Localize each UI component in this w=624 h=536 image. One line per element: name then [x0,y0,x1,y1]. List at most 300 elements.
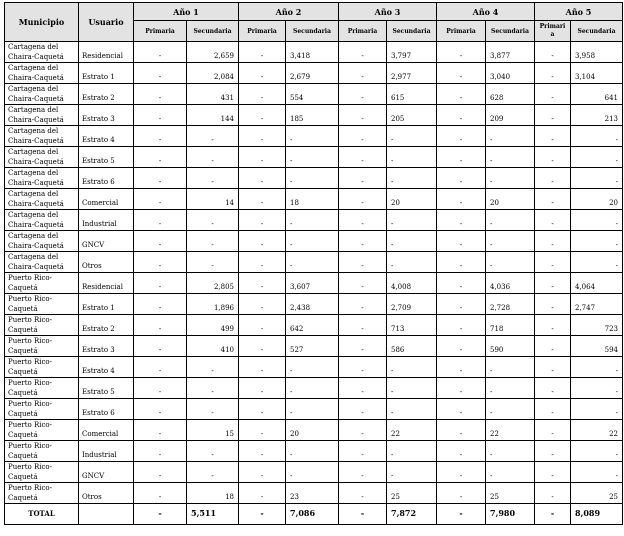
cell-value: 2,977 [387,63,437,84]
cell-value: - [134,252,187,273]
cell-municipio: Cartagena del Chaira-Caquetá [5,42,79,63]
cell-value: 3,607 [286,273,339,294]
cell-value: - [339,357,387,378]
cell-value: - [387,210,437,231]
cell-value: 25 [387,483,437,504]
cell-value: - [239,147,286,168]
cell-value: - [486,126,535,147]
cell-value: - [571,210,623,231]
table-body [5,42,623,525]
cell-value: 713 [387,315,437,336]
cell-value: - [339,210,387,231]
cell-usuario: Estrato 3 [79,336,134,357]
cell-value: - [535,168,571,189]
cell-value: - [535,336,571,357]
cell-value: - [486,399,535,420]
cell-value: - [437,357,486,378]
cell-value: - [571,399,623,420]
cell-value: - [286,168,339,189]
cell-value: - [339,84,387,105]
cell-value: 615 [387,84,437,105]
cell-value: 4,008 [387,273,437,294]
cell-value: - [187,231,239,252]
cell-municipio: Puerto Rico- Caquetá [5,399,79,420]
total-row [5,504,623,525]
cell-value: - [339,462,387,483]
cell-value: 14 [187,189,239,210]
cell-value: - [239,336,286,357]
cell-value: - [134,378,187,399]
cell-value: - [239,105,286,126]
table-row [5,294,623,315]
cell-value: - [387,126,437,147]
cell-value: - [387,147,437,168]
cell-value: 499 [187,315,239,336]
cell-value: - [437,399,486,420]
cell-value: - [437,462,486,483]
cell-value: - [239,294,286,315]
cell-value: - [187,168,239,189]
table-row [5,420,623,441]
cell-value: - [437,63,486,84]
total-value: 7,980 [486,504,535,525]
cell-municipio: Puerto Rico- Caquetá [5,378,79,399]
cell-municipio: Puerto Rico- Caquetá [5,357,79,378]
cell-value: - [339,294,387,315]
cell-value: 723 [571,315,623,336]
header-secundaria: Secundaria [387,21,437,42]
cell-usuario: Industrial [79,441,134,462]
cell-value: - [339,63,387,84]
table-row [5,378,623,399]
cell-value: - [437,105,486,126]
header-year-4: Año 4 [437,3,535,21]
cell-value: 144 [187,105,239,126]
cell-value: - [486,210,535,231]
cell-value: - [187,210,239,231]
cell-value: - [535,210,571,231]
cell-usuario: Comercial [79,189,134,210]
cell-municipio: Puerto Rico- Caquetá [5,441,79,462]
cell-value: 3,877 [486,42,535,63]
cell-value: - [387,231,437,252]
cell-value: - [437,378,486,399]
cell-value: - [437,168,486,189]
cell-value: - [239,210,286,231]
cell-value: 3,040 [486,63,535,84]
cell-value: - [134,420,187,441]
cell-value: 20 [486,189,535,210]
cell-value: - [187,357,239,378]
cell-value: - [239,420,286,441]
cell-value: - [486,357,535,378]
cell-value: - [571,441,623,462]
cell-value: - [535,441,571,462]
cell-value: - [387,357,437,378]
header-primaria: Primaria [239,21,286,42]
cell-municipio: Puerto Rico- Caquetá [5,315,79,336]
table-row [5,462,623,483]
cell-value: 18 [286,189,339,210]
cell-municipio: Cartagena del Chaira-Caquetá [5,63,79,84]
cell-value: - [187,441,239,462]
cell-usuario: Otros [79,483,134,504]
cell-value: - [239,483,286,504]
cell-value: - [339,105,387,126]
header-secundaria: Secundaria [571,21,623,42]
cell-value: - [239,273,286,294]
cell-value: - [437,441,486,462]
header-year-3: Año 3 [339,3,437,21]
cell-value: 628 [486,84,535,105]
cell-value: - [437,42,486,63]
table-row [5,252,623,273]
table-row [5,147,623,168]
header-secundaria: Secundaria [286,21,339,42]
cell-value: - [535,252,571,273]
cell-value: - [239,378,286,399]
cell-value: - [134,168,187,189]
cell-value: - [239,189,286,210]
cell-value: - [339,399,387,420]
cell-value: - [535,231,571,252]
header-municipio: Municipio [5,3,79,42]
cell-municipio: Cartagena del Chaira-Caquetá [5,84,79,105]
cell-municipio: Cartagena del Chaira-Caquetá [5,105,79,126]
cell-municipio: Puerto Rico- Caquetá [5,294,79,315]
table-row [5,315,623,336]
cell-value: - [571,462,623,483]
cell-value: - [571,378,623,399]
cell-value: - [187,126,239,147]
cell-municipio: Cartagena del Chaira-Caquetá [5,210,79,231]
cell-value: - [239,231,286,252]
cell-value: 2,438 [286,294,339,315]
cell-value: - [239,63,286,84]
cell-value: - [486,147,535,168]
cell-value: - [286,378,339,399]
table-row [5,168,623,189]
cell-value: 586 [387,336,437,357]
cell-value: - [187,147,239,168]
total-value: - [437,504,486,525]
cell-value: - [535,357,571,378]
header-year-5: Año 5 [535,3,623,21]
cell-value: 209 [486,105,535,126]
cell-value: 213 [571,105,623,126]
cell-value: - [437,315,486,336]
cell-usuario: Residencial [79,42,134,63]
cell-value: - [535,84,571,105]
cell-value: - [437,84,486,105]
cell-value: 185 [286,105,339,126]
cell-value: - [535,462,571,483]
cell-value: 2,709 [387,294,437,315]
cell-usuario: Estrato 3 [79,105,134,126]
cell-value: - [535,294,571,315]
cell-usuario: Estrato 6 [79,168,134,189]
cell-value: - [239,357,286,378]
cell-value: - [339,231,387,252]
cell-value: - [571,126,623,147]
cell-value: - [286,231,339,252]
cell-value: 1,896 [187,294,239,315]
cell-value: - [187,378,239,399]
cell-value: - [239,441,286,462]
cell-value: - [437,420,486,441]
cell-value: 23 [286,483,339,504]
cell-value: 25 [486,483,535,504]
cell-value: 3,418 [286,42,339,63]
cell-value: 20 [387,189,437,210]
cell-value: 718 [486,315,535,336]
table-row [5,210,623,231]
cell-value: 4,064 [571,273,623,294]
cell-value: - [134,63,187,84]
total-value: 5,511 [187,504,239,525]
cell-value: - [134,42,187,63]
cell-value: - [387,462,437,483]
cell-value: - [134,210,187,231]
cell-value: - [134,483,187,504]
cell-value: - [134,441,187,462]
cell-value: - [339,273,387,294]
cell-value: - [134,462,187,483]
cell-value: 20 [286,420,339,441]
cell-value: - [535,315,571,336]
cell-value: - [339,42,387,63]
header-primaria: Primaria [339,21,387,42]
cell-municipio: Puerto Rico- Caquetá [5,462,79,483]
header-usuario: Usuario [79,3,134,42]
cell-value: - [387,378,437,399]
cell-value: - [535,42,571,63]
table-row [5,336,623,357]
cell-usuario: Estrato 1 [79,63,134,84]
cell-usuario: Otros [79,252,134,273]
table-row [5,273,623,294]
cell-value: - [339,315,387,336]
cell-value: - [239,462,286,483]
cell-municipio: Cartagena del Chaira-Caquetá [5,126,79,147]
cell-value: - [437,210,486,231]
cell-value: - [387,252,437,273]
cell-value: - [134,189,187,210]
cell-municipio: Cartagena del Chaira-Caquetá [5,189,79,210]
cell-usuario: GNCV [79,231,134,252]
cell-usuario: Estrato 6 [79,399,134,420]
header-year-1: Año 1 [134,3,239,21]
cell-value: - [486,378,535,399]
header-secundaria: Secundaria [187,21,239,42]
cell-usuario: Estrato 1 [79,294,134,315]
cell-value: - [134,231,187,252]
cell-value: 431 [187,84,239,105]
cell-value: - [134,126,187,147]
cell-value: - [437,336,486,357]
cell-value: 2,728 [486,294,535,315]
table-row [5,483,623,504]
cell-value: - [437,252,486,273]
table-row [5,105,623,126]
cell-value: - [535,420,571,441]
cell-municipio: Puerto Rico- Caquetá [5,483,79,504]
table-row [5,399,623,420]
cell-value: - [387,441,437,462]
cell-value: - [486,231,535,252]
cell-value: - [286,147,339,168]
cell-usuario: Estrato 2 [79,84,134,105]
total-value: - [339,504,387,525]
total-value: - [134,504,187,525]
cell-value: 3,958 [571,42,623,63]
total-value: 7,872 [387,504,437,525]
cell-value: - [339,441,387,462]
table-row [5,84,623,105]
cell-value: - [339,147,387,168]
total-usuario-empty [79,504,134,525]
cell-usuario: Estrato 5 [79,147,134,168]
cell-value: 20 [571,189,623,210]
cell-value: - [535,189,571,210]
table-row [5,189,623,210]
cell-value: - [286,210,339,231]
table-row [5,441,623,462]
cell-value: - [339,126,387,147]
cell-usuario: Estrato 4 [79,126,134,147]
cell-value: - [239,315,286,336]
cell-value: - [339,189,387,210]
cell-value: - [134,84,187,105]
cell-value: - [134,357,187,378]
cell-value: - [486,441,535,462]
header-primaria: Primaria [134,21,187,42]
cell-value: - [239,399,286,420]
cell-value: - [286,252,339,273]
cell-value: - [286,357,339,378]
total-value: 8,089 [571,504,623,525]
cell-value: - [239,84,286,105]
cell-usuario: Comercial [79,420,134,441]
table-row [5,42,623,63]
header-year-2: Año 2 [239,3,339,21]
cell-value: - [571,231,623,252]
cell-value: - [134,273,187,294]
cell-value: 641 [571,84,623,105]
cell-value: - [535,273,571,294]
cell-value: - [134,315,187,336]
cell-municipio: Cartagena del Chaira-Caquetá [5,168,79,189]
cell-value: 527 [286,336,339,357]
cell-municipio: Cartagena del Chaira-Caquetá [5,252,79,273]
cell-value: 2,747 [571,294,623,315]
cell-usuario: Estrato 4 [79,357,134,378]
cell-value: - [486,168,535,189]
cell-value: 2,679 [286,63,339,84]
cell-value: 4,036 [486,273,535,294]
cell-value: - [535,147,571,168]
cell-usuario: Residencial [79,273,134,294]
cell-municipio: Puerto Rico- Caquetá [5,273,79,294]
cell-value: - [339,420,387,441]
cell-value: 3,797 [387,42,437,63]
cell-value: - [571,168,623,189]
cell-value: - [187,399,239,420]
cell-value: - [286,441,339,462]
cell-value: - [535,63,571,84]
cell-value: 205 [387,105,437,126]
cell-value: 2,659 [187,42,239,63]
table-row [5,126,623,147]
cell-value: - [535,483,571,504]
cell-value: - [134,399,187,420]
cell-value: - [339,252,387,273]
cell-value: - [571,357,623,378]
cell-value: 22 [486,420,535,441]
cell-value: - [571,147,623,168]
table-row [5,63,623,84]
cell-value: 25 [571,483,623,504]
cell-value: - [535,126,571,147]
cell-value: - [437,483,486,504]
cell-value: - [486,252,535,273]
cell-value: - [187,252,239,273]
cell-value: - [286,399,339,420]
cell-municipio: Puerto Rico- Caquetá [5,336,79,357]
cell-value: - [571,252,623,273]
cell-value: 3,104 [571,63,623,84]
cell-value: - [339,336,387,357]
cell-value: - [239,126,286,147]
cell-value: - [437,147,486,168]
cell-value: 22 [387,420,437,441]
cell-municipio: Cartagena del Chaira-Caquetá [5,231,79,252]
cell-value: - [134,294,187,315]
cell-value: 15 [187,420,239,441]
cell-usuario: Industrial [79,210,134,231]
cell-value: - [286,126,339,147]
cell-value: - [437,294,486,315]
cell-value: - [134,147,187,168]
cell-value: - [239,252,286,273]
cell-value: - [535,399,571,420]
cell-value: 410 [187,336,239,357]
cell-value: 594 [571,336,623,357]
header-primaria-year-5: Primari a [535,21,571,42]
total-value: - [239,504,286,525]
cell-value: 18 [187,483,239,504]
total-value: 7,086 [286,504,339,525]
cell-value: - [437,126,486,147]
cell-value: - [339,378,387,399]
table-row [5,357,623,378]
cell-municipio: Cartagena del Chaira-Caquetá [5,147,79,168]
cell-value: - [134,105,187,126]
cell-value: - [286,462,339,483]
cell-value: - [339,483,387,504]
cell-value: 2,084 [187,63,239,84]
cell-value: 554 [286,84,339,105]
cell-value: 590 [486,336,535,357]
cell-usuario: GNCV [79,462,134,483]
cell-value: - [437,273,486,294]
cell-value: - [387,399,437,420]
cell-value: - [239,42,286,63]
cell-value: - [437,231,486,252]
table-row [5,231,623,252]
cell-value: 2,805 [187,273,239,294]
header-secundaria: Secundaria [486,21,535,42]
